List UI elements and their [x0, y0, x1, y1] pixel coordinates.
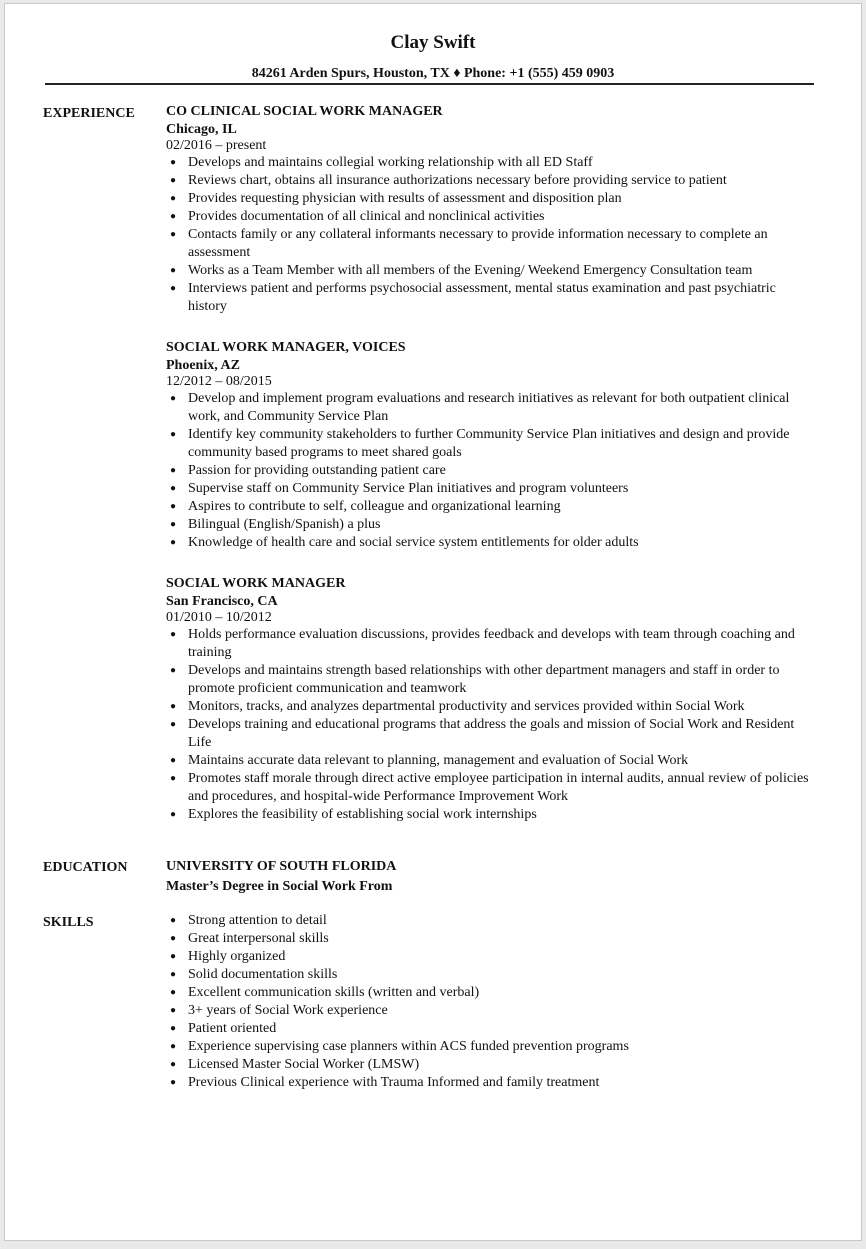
list-item: ● Solid documentation skills: [170, 967, 338, 982]
list-item: ● Experience supervising case planners within ACS funded prevention programs: [170, 1039, 629, 1054]
job-entry: [166, 103, 816, 316]
bullet-icon: ●: [170, 429, 177, 440]
list-item: ● Identify key community stakeholders to further Community Service Plan initiatives and design and provide community based programs to meet shared goals: [170, 427, 790, 460]
bullet-icon: ●: [170, 229, 177, 240]
bullet-icon: ●: [170, 501, 177, 512]
bullet-icon: ●: [170, 755, 177, 766]
bullet-icon: ●: [170, 773, 177, 784]
education-heading: EDUCATION: [43, 860, 128, 875]
degree-name: Master’s Degree in Social Work From: [166, 879, 393, 894]
list-item: ● Interviews patient and performs psychosocial assessment, mental status examination and past psychiatric history: [170, 281, 776, 314]
list-item: ● 3+ years of Social Work experience: [170, 1003, 388, 1018]
bullet-icon: ●: [170, 157, 177, 168]
job-title: SOCIAL WORK MANAGER, VOICES: [166, 340, 406, 355]
list-item: ● Develops and maintains strength based relationships with other department managers and staff in order to promote proficient communication and teamwork: [170, 663, 780, 696]
resume-page: [4, 3, 862, 1241]
job-dates: 12/2012 – 08/2015: [166, 374, 272, 389]
job-title: SOCIAL WORK MANAGER: [166, 576, 346, 591]
list-item: ● Works as a Team Member with all members of the Evening/ Weekend Emergency Consultation team: [170, 263, 753, 278]
bullet-icon: ●: [170, 1005, 177, 1016]
job-location: Phoenix, AZ: [166, 358, 240, 373]
list-item: ● Develops training and educational programs that address the goals and mission of Social Work and Resident Life: [170, 717, 795, 750]
list-item: ● Highly organized: [170, 949, 286, 964]
job-location: Chicago, IL: [166, 122, 237, 137]
bullet-icon: ●: [170, 915, 177, 926]
list-item: ● Provides documentation of all clinical and nonclinical activities: [170, 209, 545, 224]
list-item: ● Patient oriented: [170, 1021, 277, 1036]
skills-heading: SKILLS: [43, 915, 94, 930]
bullet-icon: ●: [170, 629, 177, 640]
list-item: ● Holds performance evaluation discussions, provides feedback and develops with team through coaching and training: [170, 627, 795, 660]
bullet-icon: ●: [170, 537, 177, 548]
bullet-icon: ●: [170, 1023, 177, 1034]
job-entry: [166, 575, 816, 824]
job-bullets: [166, 626, 816, 824]
job-dates: 02/2016 – present: [166, 138, 267, 153]
list-item: ● Provides requesting physician with results of assessment and disposition plan: [170, 191, 622, 206]
bullet-icon: ●: [170, 987, 177, 998]
list-item: ● Knowledge of health care and social service system entitlements for older adults: [170, 535, 639, 550]
bullet-icon: ●: [170, 951, 177, 962]
bullet-icon: ●: [170, 519, 177, 530]
list-item: ● Excellent communication skills (written and verbal): [170, 985, 480, 1000]
experience-heading: EXPERIENCE: [43, 106, 135, 121]
bullet-icon: ●: [170, 175, 177, 186]
bullet-icon: ●: [170, 1041, 177, 1052]
list-item: ● Strong attention to detail: [170, 913, 327, 928]
bullet-icon: ●: [170, 211, 177, 222]
bullet-icon: ●: [170, 701, 177, 712]
list-item: ● Great interpersonal skills: [170, 931, 329, 946]
skills-list: [166, 912, 816, 1092]
bullet-icon: ●: [170, 283, 177, 294]
job-dates: 01/2010 – 10/2012: [166, 610, 272, 625]
skills-body: [166, 912, 816, 1092]
list-item: ● Explores the feasibility of establishing social work internships: [170, 807, 537, 822]
experience-list: [166, 103, 816, 847]
list-item: ● Reviews chart, obtains all insurance authorizations necessary before providing service to patient: [170, 173, 727, 188]
job-entry: [166, 339, 816, 552]
job-bullets: [166, 154, 816, 316]
bullet-icon: ●: [170, 969, 177, 980]
bullet-icon: ●: [170, 393, 177, 404]
header-divider: [45, 83, 814, 85]
list-item: ● Maintains accurate data relevant to planning, management and evaluation of Social Work: [170, 753, 689, 768]
bullet-icon: ●: [170, 465, 177, 476]
bullet-icon: ●: [170, 1077, 177, 1088]
school-name: UNIVERSITY OF SOUTH FLORIDA: [166, 859, 397, 874]
list-item: ● Contacts family or any collateral informants necessary to provide information necessary to complete an assessment: [170, 227, 768, 260]
job-title: CO CLINICAL SOCIAL WORK MANAGER: [166, 104, 443, 119]
job-bullets: [166, 390, 816, 552]
contact-line: 84261 Arden Spurs, Houston, TX ♦ Phone: +1 (555) 459 0903: [251, 66, 615, 81]
bullet-icon: ●: [170, 483, 177, 494]
bullet-icon: ●: [170, 665, 177, 676]
bullet-icon: ●: [170, 1059, 177, 1070]
list-item: ● Monitors, tracks, and analyzes departmental productivity and services provided within Social Work: [170, 699, 745, 714]
list-item: ● Licensed Master Social Worker (LMSW): [170, 1057, 420, 1072]
bullet-icon: ●: [170, 719, 177, 730]
list-item: ● Aspires to contribute to self, colleague and organizational learning: [170, 499, 561, 514]
list-item: ● Develops and maintains collegial working relationship with all ED Staff: [170, 155, 593, 170]
candidate-name: Clay Swift: [390, 32, 476, 53]
list-item: ● Bilingual (English/Spanish) a plus: [170, 517, 381, 532]
list-item: ● Passion for providing outstanding patient care: [170, 463, 446, 478]
list-item: ● Supervise staff on Community Service Plan initiatives and program volunteers: [170, 481, 629, 496]
bullet-icon: ●: [170, 265, 177, 276]
list-item: ● Promotes staff morale through direct active employee participation in internal audits, annual review of policies and procedures, and hospital-wide Performance Improvement Work: [170, 771, 809, 804]
bullet-icon: ●: [170, 809, 177, 820]
bullet-icon: ●: [170, 193, 177, 204]
bullet-icon: ●: [170, 933, 177, 944]
education-body: [166, 857, 816, 897]
list-item: ● Develop and implement program evaluations and research initiatives as relevant for both outpatient clinical work, and Community Service Plan: [170, 391, 790, 424]
list-item: ● Previous Clinical experience with Trauma Informed and family treatment: [170, 1075, 600, 1090]
job-location: San Francisco, CA: [166, 594, 278, 609]
